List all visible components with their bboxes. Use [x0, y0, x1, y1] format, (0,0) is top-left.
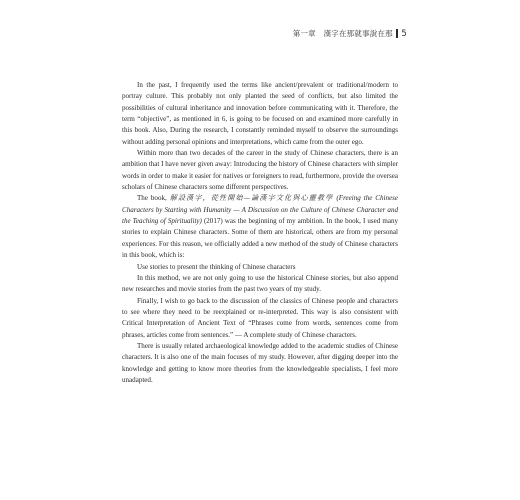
- method-line: Use stories to present the thinking of Chinese characters: [137, 262, 296, 271]
- paragraph: Finally, I wish to go back to the discussion of the classics of Chinese people and characters to see where they need to be reexplained or re-interpreted. This way is also consistent with Critical Interpretation of Ancient Text of “Phrases come from words, sentences come from phrases, articles come from sentences.” — A complete study of Chinese characters.: [122, 296, 398, 339]
- paragraph: There is usually related archaeological knowledge added to the academic studies of Chinese characters. It is also one of the main focuses of my study. However, after digging deeper into the knowledge and getting to know more theories from the knowledgeable specialists, I feel more unadapted.: [122, 341, 398, 384]
- paragraph: In this method, we are not only going to use the historical Chinese stories, but also append new researches and movie stories from the past two years of my study.: [122, 273, 398, 294]
- chapter-title: 第一章 漢字在那就事說在那: [292, 29, 393, 38]
- book-lead: The book,: [137, 194, 167, 203]
- body-text: [122, 80, 398, 386]
- running-header: [293, 28, 407, 39]
- page-number: 5: [401, 28, 407, 39]
- paragraph: In the past, I frequently used the terms like ancient/prevalent or traditional/modern to portray culture. This probably not only planted the seed of conflicts, but also limited the possibilities of cultural inheritance and innovation before communicating with it. Therefore, the term “objective”, as mentioned in 6, is going to be focused on and examined more carefully in this book. Also, During the research, I constantly reminded myself to observe the surroundings without adding personal opinions and interpretations, which came from the outer ego.: [122, 81, 398, 146]
- book-rest: (2017) was the beginning of my ambition. In the book, I used many stories to explain Chinese characters. Some of them are historical, others are from my personal experiences. For this reason, we officially added a new method of the study of Chinese characters in this book, which is:: [122, 217, 399, 260]
- book-chinese-title: 解設漢字，從性開始—論漢字文化與心靈教學: [169, 194, 334, 203]
- header-divider-bar: [396, 29, 399, 38]
- paragraph-book-reference: [122, 193, 398, 261]
- book-english-title: (Freeing the Chinese Characters by Starting with Humanity — A Discussion on the Culture of Chinese Character and the Teaching of Spirituality): [122, 194, 399, 226]
- paragraph: Within more than two decades of the career in the study of Chinese characters, there is an ambition that I have never given away: Introducing the history of Chinese characters with simpler words in order to make it easier for natives or foreigners to read, furthermore, provide the oversea scholars of Chinese characters some different perspectives.: [122, 149, 398, 192]
